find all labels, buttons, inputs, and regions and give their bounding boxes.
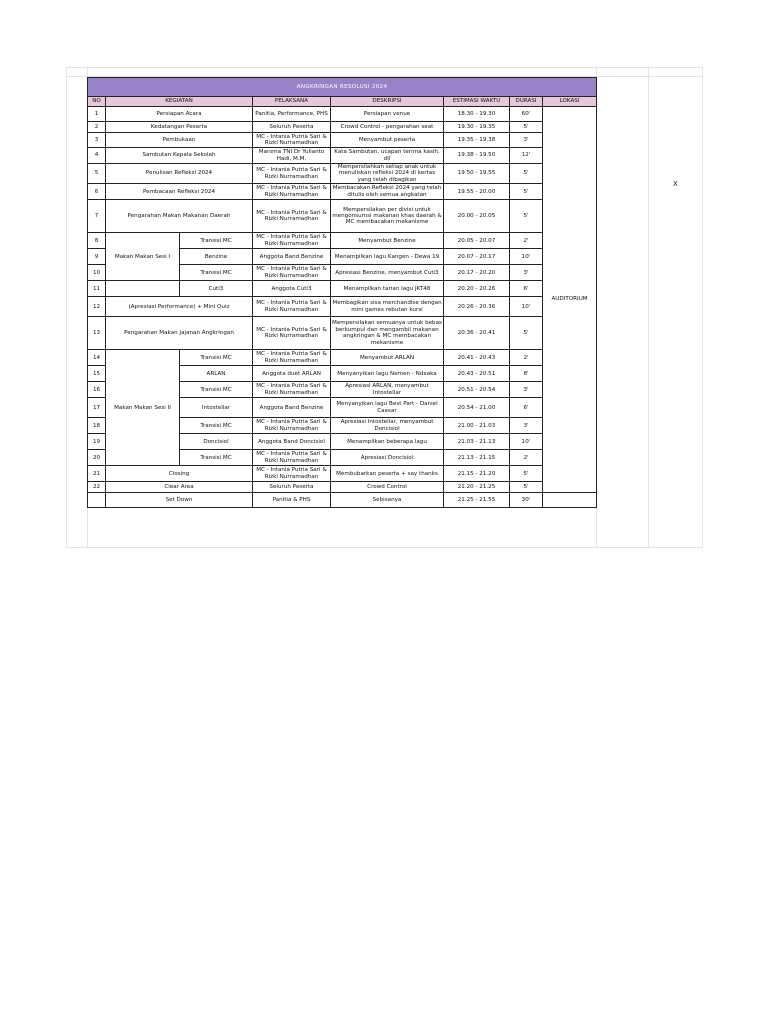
cell-no: 20 xyxy=(88,450,106,466)
cell-pelaksana: MC - Intania Putria Sari & Rizki Nurramadhan xyxy=(253,233,331,249)
cell-kegiatan: Clear Area xyxy=(106,482,253,493)
cell-no: 14 xyxy=(88,350,106,366)
cell-pelaksana: MC - Intania Putria Sari & Rizki Nurramadhan xyxy=(253,200,331,233)
cell-deskripsi: Menampilkan lagu Kangen - Dewa 19 xyxy=(331,249,444,265)
cell-durasi: 5' xyxy=(510,482,543,493)
cell-deskripsi: Menampilkan tarian lagu JKT48 xyxy=(331,281,444,297)
table-row xyxy=(88,200,597,233)
cell-deskripsi: Membubarkan peserta + say thanks xyxy=(331,466,444,482)
cell-group-sesi-1: Makan Makan Sesi I xyxy=(106,233,180,281)
cell-pelaksana: Anggota Band Doncisiol xyxy=(253,434,331,450)
header-durasi: DURASI xyxy=(510,97,543,107)
cell-kegiatan: Persiapan Acara xyxy=(106,107,253,122)
cell-deskripsi: Menampilkan beberapa lagu xyxy=(331,434,444,450)
cell-pelaksana: MC - Intania Putria Sari & Rizki Nurramadhan xyxy=(253,184,331,200)
cell-waktu: 20.07 - 20.17 xyxy=(444,249,510,265)
cell-deskripsi: Membacakan Refleksi 2024 yang telah ditulis oleh semua angkatan xyxy=(331,184,444,200)
table-title: ANGKRINGAN RESOLUSI 2024 xyxy=(88,78,597,97)
cell-kegiatan: Set Down xyxy=(106,493,253,508)
cell-kegiatan: Doncisiol xyxy=(180,434,253,450)
cell-no: 17 xyxy=(88,398,106,418)
cell-kegiatan: Penulisan Refleksi 2024 xyxy=(106,164,253,184)
cell-pelaksana: Anggota Cuti3 xyxy=(253,281,331,297)
cell-no: 21 xyxy=(88,466,106,482)
cell-waktu: 20.41 - 20.43 xyxy=(444,350,510,366)
cell-pelaksana: MC - Intania Putria Sari & Rizki Nurramadhan xyxy=(253,265,331,281)
table-row xyxy=(88,317,597,350)
table-row xyxy=(88,107,597,122)
cell-pelaksana: MC - Intania Putria Sari & Rizki Nurramadhan xyxy=(253,317,331,350)
cell-durasi: 10' xyxy=(510,297,543,317)
cell-deskripsi: Apresiasi Doncisiol xyxy=(331,450,444,466)
cell-pelaksana: Anggota duet ARLAN xyxy=(253,366,331,382)
cell-kegiatan: Transisi MC xyxy=(180,418,253,434)
cell-durasi: 10' xyxy=(510,249,543,265)
cell-deskripsi: Crowd Control xyxy=(331,482,444,493)
cell-waktu: 21.03 - 21.13 xyxy=(444,434,510,450)
table-row xyxy=(88,482,597,493)
cell-durasi: 5' xyxy=(510,200,543,233)
cell-kegiatan: ARLAN xyxy=(180,366,253,382)
schedule-table xyxy=(87,77,597,508)
cell-kegiatan: Benzine xyxy=(180,249,253,265)
table-row xyxy=(88,164,597,184)
cell-deskripsi: Apresiasi Intostellar, menyambut Doncisiol xyxy=(331,418,444,434)
cell-pelaksana: MC - Intania Putria Sari & Rizki Nurramadhan xyxy=(253,133,331,148)
cell-no: 19 xyxy=(88,434,106,450)
table-row xyxy=(88,122,597,133)
cell-waktu: 20.17 - 20.20 xyxy=(444,265,510,281)
cell-durasi: 3' xyxy=(510,265,543,281)
cell-kegiatan: Closing xyxy=(106,466,253,482)
cell-pelaksana: Anggota Band Benzine xyxy=(253,249,331,265)
cell-durasi: 5' xyxy=(510,164,543,184)
cell-waktu: 19.55 - 20.00 xyxy=(444,184,510,200)
table-row xyxy=(88,184,597,200)
cell-durasi: 5' xyxy=(510,184,543,200)
cell-deskripsi: Menyambut peserta xyxy=(331,133,444,148)
cell-durasi: 60' xyxy=(510,107,543,122)
cell-pelaksana: MC - Intania Putria Sari & Rizki Nurramadhan xyxy=(253,466,331,482)
cell-kegiatan: Transisi MC xyxy=(180,382,253,398)
cell-no: 5 xyxy=(88,164,106,184)
cell-kegiatan: Sambutan Kepala Sekolah xyxy=(106,148,253,164)
cell-waktu: 19.35 - 19.38 xyxy=(444,133,510,148)
cell-pelaksana: Panitia, Performance, PHS xyxy=(253,107,331,122)
cell-pelaksana: Seluruh Peserta xyxy=(253,122,331,133)
cell-waktu: 20.54 - 21.00 xyxy=(444,398,510,418)
cell-no: 12 xyxy=(88,297,106,317)
cell-no: 7 xyxy=(88,200,106,233)
cell-deskripsi: Mempersilakan semuanya untuk bebas berkumpul dan mengambil makanan angkringan & MC membacakan mekanisme xyxy=(331,317,444,350)
header-kegiatan: KEGIATAN xyxy=(106,97,253,107)
cell-kegiatan: Pengarahan Makan Jajanan Angkringan xyxy=(106,317,253,350)
table-row xyxy=(88,350,597,366)
cell-pelaksana: Seluruh Peserta xyxy=(253,482,331,493)
cell-durasi: 2' xyxy=(510,233,543,249)
cell-durasi: 2' xyxy=(510,350,543,366)
cell-deskripsi: Menyanyikan lagu Best Part - Daniel Caesar xyxy=(331,398,444,418)
header-deskripsi: DESKRIPSI xyxy=(331,97,444,107)
cell-waktu: 19.38 - 19.50 xyxy=(444,148,510,164)
table-row xyxy=(88,281,597,297)
cell-no: 18 xyxy=(88,418,106,434)
cell-pelaksana: MC - Intania Putria Sari & Rizki Nurramadhan xyxy=(253,382,331,398)
cell-durasi: 3' xyxy=(510,382,543,398)
cell-no: 15 xyxy=(88,366,106,382)
cell-group-sesi-2: Makan Makan Sesi II xyxy=(106,350,180,466)
cell-kegiatan: Transisi MC xyxy=(180,233,253,249)
cell-no xyxy=(88,493,106,508)
cell-durasi: 3' xyxy=(510,418,543,434)
cell-waktu: 21.13 - 21.15 xyxy=(444,450,510,466)
cell-pelaksana: MC - Intania Putria Sari & Rizki Nurramadhan xyxy=(253,418,331,434)
cell-waktu: 21.15 - 21.20 xyxy=(444,466,510,482)
header-lokasi: LOKASI xyxy=(543,97,597,107)
cell-kegiatan: Transisi MC xyxy=(180,350,253,366)
cell-durasi: 5' xyxy=(510,466,543,482)
cell-waktu: 19.50 - 19.55 xyxy=(444,164,510,184)
table-row xyxy=(88,148,597,164)
cell-deskripsi: Menyanyikan lagu Nemen - Ndxaka xyxy=(331,366,444,382)
cell-durasi: 10' xyxy=(510,434,543,450)
header-pelaksana: PELAKSANA xyxy=(253,97,331,107)
cell-waktu: 20.00 - 20.05 xyxy=(444,200,510,233)
cell-deskripsi: Menyambut ARLAN xyxy=(331,350,444,366)
cell-kegiatan: Pembacaan Refleksi 2024 xyxy=(106,184,253,200)
cell-waktu: 18.30 - 19.30 xyxy=(444,107,510,122)
cell-waktu: 21.20 - 21.25 xyxy=(444,482,510,493)
cell-kegiatan: Kedatangan Peserta xyxy=(106,122,253,133)
cell-no: 11 xyxy=(88,281,106,297)
cell-kegiatan: Transisi MC xyxy=(180,450,253,466)
cell-pelaksana: Marsma TNI Dr Yulianto Hadi, M.M. xyxy=(253,148,331,164)
cell-deskripsi: Mempersilahkan setiap anak untuk menuliskan refleksi 2024 di kertas yang telah dibagikan xyxy=(331,164,444,184)
cell-kegiatan: Intostellar xyxy=(180,398,253,418)
cell-waktu: 20.20 - 20.26 xyxy=(444,281,510,297)
cell-deskripsi: Kata Sambutan, ucapan terima kasih, dll xyxy=(331,148,444,164)
cell-pelaksana: MC - Intania Putria Sari & Rizki Nurramadhan xyxy=(253,164,331,184)
cell-waktu: 20.26 - 20.36 xyxy=(444,297,510,317)
cell-waktu: 21.00 - 21.03 xyxy=(444,418,510,434)
table-row xyxy=(88,233,597,249)
cell-no: 9 xyxy=(88,249,106,265)
cell-no: 13 xyxy=(88,317,106,350)
cell-waktu: 20.43 - 20.51 xyxy=(444,366,510,382)
cell-no: 4 xyxy=(88,148,106,164)
cell-no: 16 xyxy=(88,382,106,398)
cell-waktu: 19.30 - 19.35 xyxy=(444,122,510,133)
cell-no: 2 xyxy=(88,122,106,133)
cell-no: 6 xyxy=(88,184,106,200)
cell-lokasi: AUDITORIUM xyxy=(543,107,597,493)
table-row xyxy=(88,493,597,508)
cell-pelaksana: Anggota Band Benzine xyxy=(253,398,331,418)
cell-no: 22 xyxy=(88,482,106,493)
cell-no: 10 xyxy=(88,265,106,281)
cell-waktu: 20.51 - 20.54 xyxy=(444,382,510,398)
cell-kegiatan: Transisi MC xyxy=(180,265,253,281)
cell-pelaksana: MC - Intania Putria Sari & Rizki Nurramadhan xyxy=(253,350,331,366)
cell-pelaksana: MC - Intania Putria Sari & Rizki Nurramadhan xyxy=(253,297,331,317)
cell-lokasi-empty xyxy=(543,493,597,508)
cell-durasi: 8' xyxy=(510,366,543,382)
cell-durasi: 12' xyxy=(510,148,543,164)
cell-deskripsi: Apresiasi Benzine, menyambut Cuti3 xyxy=(331,265,444,281)
cell-pelaksana: MC - Intania Putria Sari & Rizki Nurramadhan xyxy=(253,450,331,466)
side-mark: X xyxy=(673,180,678,188)
cell-durasi: 30' xyxy=(510,493,543,508)
cell-durasi: 6' xyxy=(510,281,543,297)
cell-deskripsi: Menyambut Benzine xyxy=(331,233,444,249)
cell-no: 1 xyxy=(88,107,106,122)
cell-durasi: 5' xyxy=(510,317,543,350)
cell-pelaksana: Panitia & PHS xyxy=(253,493,331,508)
cell-waktu: 20.05 - 20.07 xyxy=(444,233,510,249)
header-no: NO xyxy=(88,97,106,107)
cell-durasi: 2' xyxy=(510,450,543,466)
cell-deskripsi: Apresiasi ARLAN, menyambut Intostellar xyxy=(331,382,444,398)
cell-durasi: 5' xyxy=(510,122,543,133)
cell-waktu: 21.25 - 21.55 xyxy=(444,493,510,508)
cell-blank xyxy=(106,281,180,297)
table-row xyxy=(88,297,597,317)
cell-kegiatan: Pembukaan xyxy=(106,133,253,148)
cell-deskripsi: Sebisanya xyxy=(331,493,444,508)
cell-durasi: 3' xyxy=(510,133,543,148)
cell-deskripsi: Persiapan venue xyxy=(331,107,444,122)
cell-durasi: 6' xyxy=(510,398,543,418)
cell-no: 3 xyxy=(88,133,106,148)
cell-no: 8 xyxy=(88,233,106,249)
table-row xyxy=(88,133,597,148)
cell-deskripsi: Membagikan sisa merchandise dengan mini games rebutan kursi xyxy=(331,297,444,317)
cell-waktu: 20.36 - 20.41 xyxy=(444,317,510,350)
table-row xyxy=(88,466,597,482)
cell-kegiatan: Pengarahan Makan Makanan Daerah xyxy=(106,200,253,233)
cell-kegiatan: Cuti3 xyxy=(180,281,253,297)
cell-deskripsi: Mempersilakan per divisi untuk mengonsumsi makanan khas daerah & MC membacakan mekanisme xyxy=(331,200,444,233)
header-estimasi-waktu: ESTIMASI WAKTU xyxy=(444,97,510,107)
cell-deskripsi: Crowd Control - pengarahan seat xyxy=(331,122,444,133)
cell-kegiatan: (Apresiasi Performance) + Mini Quiz xyxy=(106,297,253,317)
